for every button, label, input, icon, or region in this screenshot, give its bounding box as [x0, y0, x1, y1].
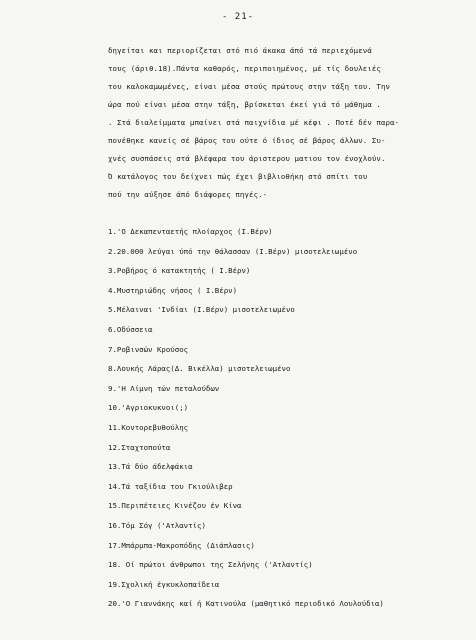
paragraph-line: του καλοκαμωμένες, είναι μέσα στούς πρώτους στην τάξη του. Την [108, 82, 391, 91]
list-item: 17.Μπάρμπα-Μακροπόδης (Διάπλασις) [108, 540, 255, 550]
list-item: 11.Κοντορεβυθούλης [108, 422, 189, 432]
list-item: 1.'Ο Δεκαπενταετής πλοίαρχος (Ι.Βέρν) [108, 227, 273, 236]
list-item: 5.Μέλαιναι 'Ινδίαι (Ι.Βέρν) μισοτελειωμένο [108, 305, 295, 315]
list-item: 18. Οί πρώτοι άνθρωποι της Σελήνης ('Ατλαντίς) [108, 560, 313, 570]
paragraph-line: ώρα πού είναι μέσα στην τάξη, βρίσκεται έκεί γιά τό μάθημα . [108, 100, 381, 109]
list-item: 14.Τά ταξίδια του Γκιούλιβερ [108, 481, 233, 491]
paragraph-line: δηγείται και περιορίζεται στό πιό άκακα άπό τά περιεχόμενά [108, 46, 372, 55]
list-item: 16.Τόμ Σόγ ('Ατλαντίς) [108, 520, 206, 530]
paragraph-line: πονέθηκε κανείς σέ βάρος του ούτε ό ίδιος σέ βάρος άλλων. Συ- [108, 136, 386, 145]
list-item: 20.'Ο Γιαννάκης καί ή Κατινούλα (μαθητικό περιοδικό Λουλούδια) [108, 599, 384, 609]
list-item: 12.Σταχτοπούτα [108, 442, 171, 452]
list-item: 19.Σχολική έγκυκλοπαίδεια [108, 579, 220, 589]
body-paragraph [108, 42, 458, 204]
paragraph-line: χνές συσπάσεις στά βλέφαρα του άριστερου ματιου τον ένοχλούν. [108, 154, 386, 163]
list-item: 4.Μυστηριώδης νήσος ( Ι.Βέρν) [108, 285, 238, 295]
list-item: 8.Λουκής Λάρας(Δ. Βικέλλα) μισοτελειωμένο [108, 364, 291, 374]
book-list [108, 222, 458, 614]
list-item: 6.Οδύσσεια [108, 324, 153, 334]
paragraph-line: Ό κατάλογος του δείχνει πώς έχει βιβλιοθήκη στό σπίτι του [108, 172, 368, 181]
list-item: 9.'Η Λίμνη τών πεταλούδων [108, 383, 220, 393]
list-item: 10.'Αγριοκυκνοι(;) [108, 403, 189, 413]
list-item: 3.Ροβήρος ό κατακτητής ( Ι.Βέρν) [108, 266, 251, 276]
paragraph-line: . Στά διαλείμματα μπαίνει στά παιχνίδια μέ κέφι . Ποτέ δέν παρα- [108, 118, 400, 127]
page-number: - 21- [221, 12, 255, 22]
paragraph-line: τους (άριθ.18).Πάντα καθαρός, περιποιημένος, μέ τίς δουλειές [108, 64, 381, 73]
paragraph-line: πού την αύξησε άπό διάφορες πηγές.- [108, 190, 268, 199]
list-item: 13.Τά δύο άδελφάκια [108, 462, 193, 472]
list-item: 7.Ροβινσών Κρούσος [108, 344, 189, 354]
list-item: 15.Περιπέτειες Κινέζου έν Κίνα [108, 501, 242, 511]
list-item: 2.20.000 λεύγαι ύπό την θάλασσαν (Ι.Βέρν) μισοτελειωμένο [108, 246, 358, 256]
